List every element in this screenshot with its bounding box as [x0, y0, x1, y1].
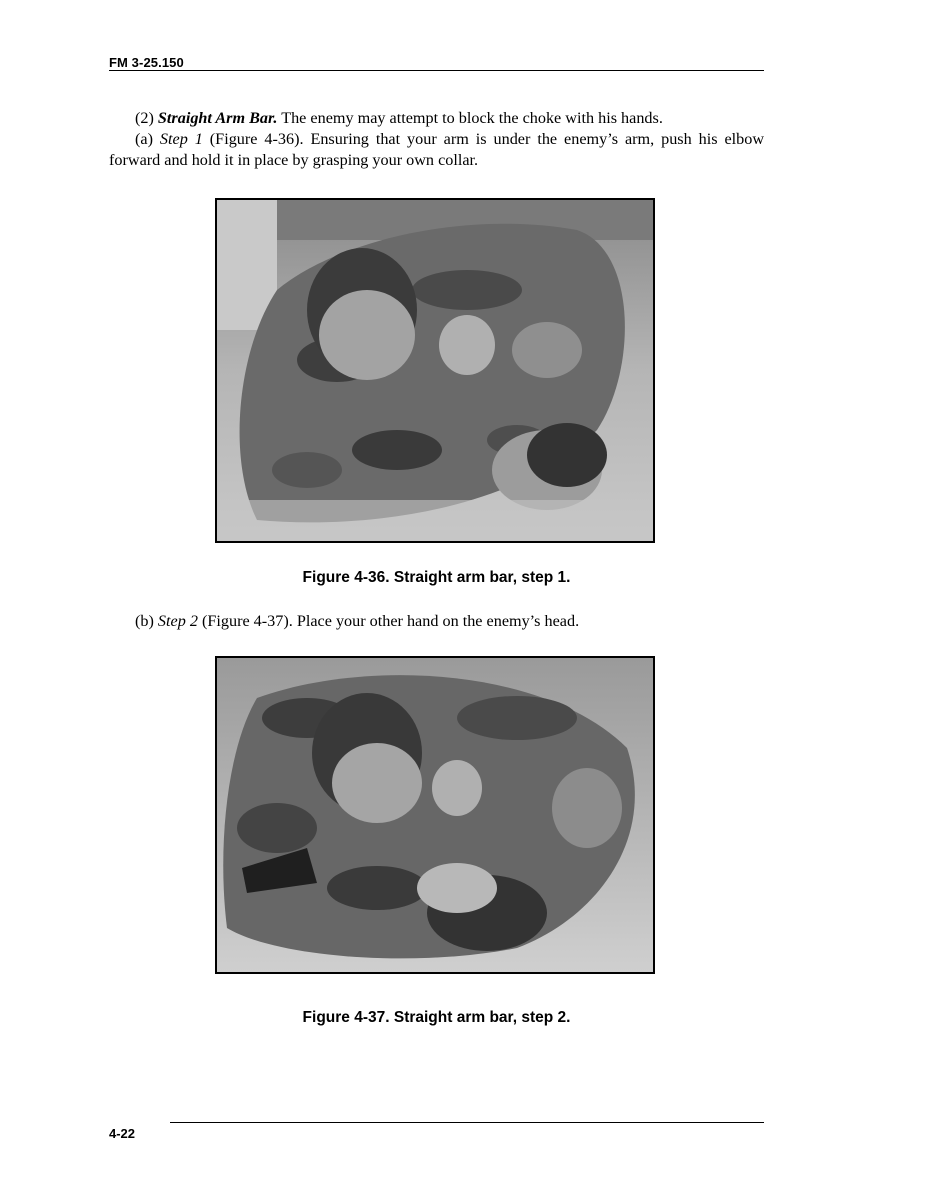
paragraph-text: (Figure 4-36). Ensuring that your arm is under the enemy’s arm, push his elbow forward and hold it in place by grasping your own collar. — [109, 130, 765, 169]
footer-rule — [170, 1122, 764, 1123]
photo-straight-arm-bar-step-2 — [217, 658, 653, 972]
paragraph-marker: (2) — [135, 109, 154, 127]
step-label: Step 2 — [157, 612, 198, 630]
paragraph-step-2 — [109, 611, 764, 632]
paragraph-marker: (a) — [135, 130, 153, 148]
photo-straight-arm-bar-step-1 — [217, 200, 653, 541]
figure-4-36-photo — [215, 198, 655, 543]
paragraph-marker: (b) — [135, 612, 154, 630]
paragraph-term: Straight Arm Bar. — [157, 109, 278, 127]
paragraph-straight-arm-bar — [109, 108, 764, 129]
page-number: 4-22 — [109, 1126, 136, 1141]
step-label: Step 1 — [159, 130, 203, 148]
header-rule — [109, 70, 764, 71]
paragraph-text: (Figure 4-37). Place your other hand on the enemy’s head. — [201, 612, 580, 630]
running-header: FM 3-25.150 — [109, 55, 184, 70]
figure-4-37-caption: Figure 4-37. Straight arm bar, step 2. — [302, 1009, 571, 1026]
paragraph-text: The enemy may attempt to block the choke with his hands. — [281, 109, 663, 127]
paragraph-step-1 — [109, 129, 764, 171]
figure-4-37-photo — [215, 656, 655, 974]
figure-4-36-caption: Figure 4-36. Straight arm bar, step 1. — [302, 569, 571, 586]
